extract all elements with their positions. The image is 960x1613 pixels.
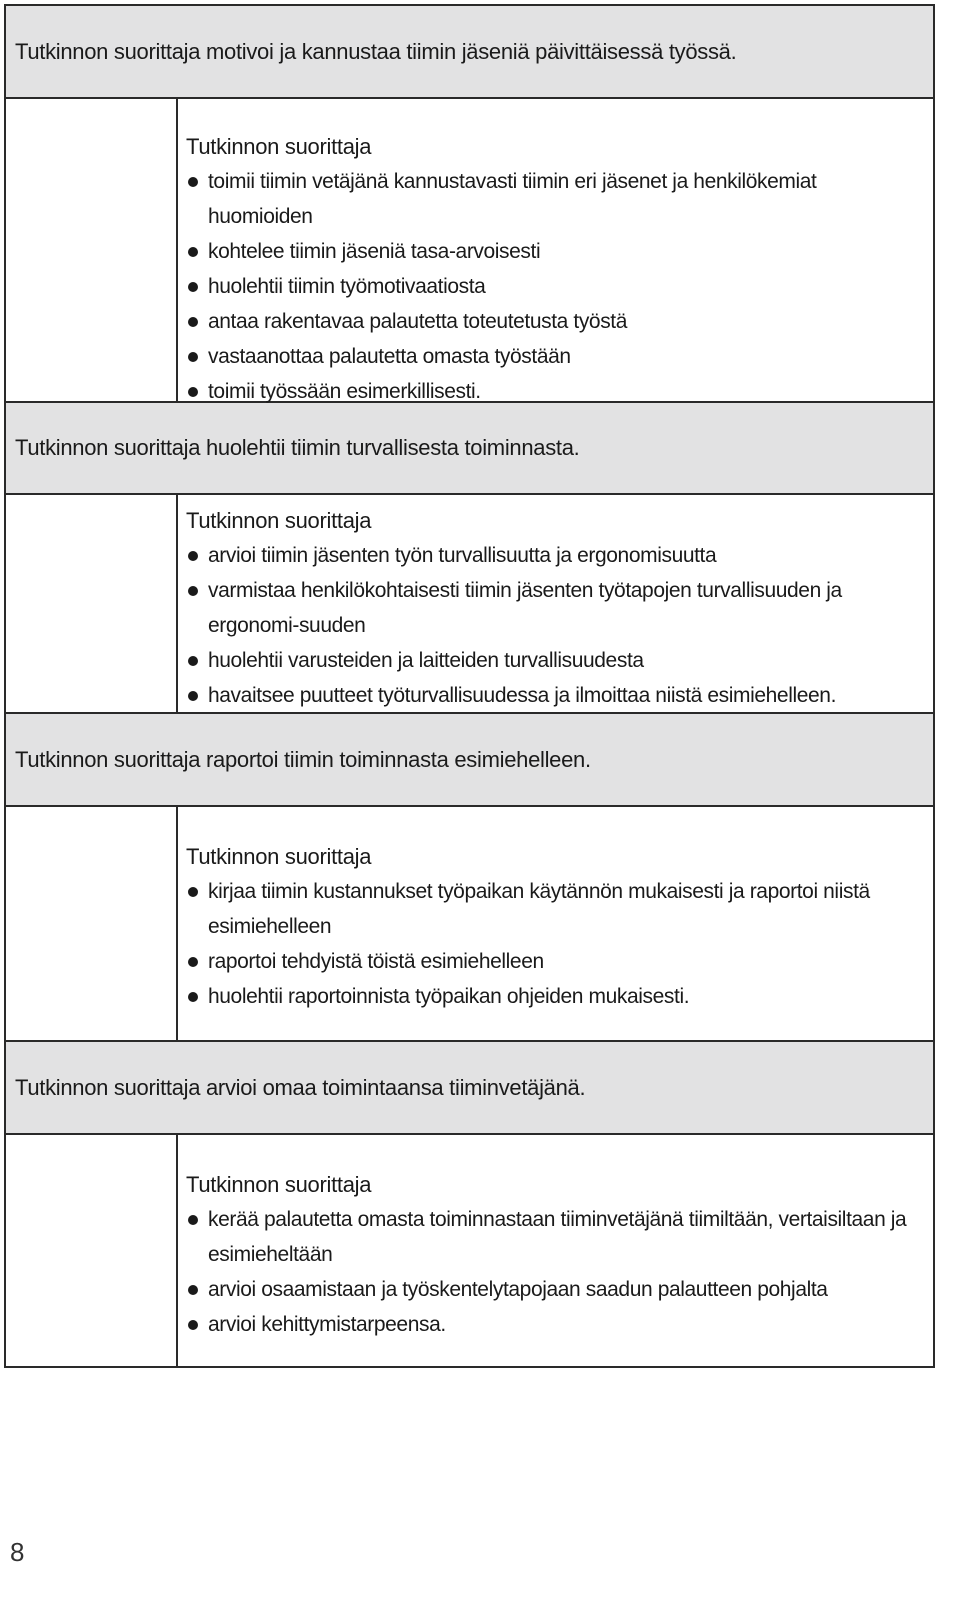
section-body: [6, 99, 935, 403]
bullet-icon: [188, 387, 198, 397]
empty-cell: [6, 807, 178, 1040]
list-item: kerää palautetta omasta toiminnastaan tiiminvetäjänä tiimiltään, vertaisiltaan ja esimieheltään: [186, 1202, 933, 1272]
section-heading: [6, 403, 935, 495]
page-number: 8: [10, 1537, 25, 1567]
criteria-list: [186, 1202, 933, 1342]
empty-cell: [6, 1135, 178, 1366]
bullet-icon: [188, 1320, 198, 1330]
list-item: vastaanottaa palautetta omasta työstään: [186, 339, 933, 374]
list-item: raportoi tehdyistä töistä esimiehelleen: [186, 944, 933, 979]
criteria-cell: [178, 807, 935, 1040]
bullet-icon: [188, 352, 198, 362]
criteria-cell: [178, 495, 935, 712]
criteria-table: [4, 4, 935, 1368]
list-item: arvioi kehittymistarpeensa.: [186, 1307, 933, 1342]
section-heading-text: Tutkinnon suorittaja motivoi ja kannustaa tiimin jäseniä päivittäisessä työssä.: [15, 38, 737, 64]
list-item: varmistaa henkilökohtaisesti tiimin jäsenten työtapojen turvallisuuden ja ergonomi-suuden: [186, 573, 933, 643]
section-heading-text: Tutkinnon suorittaja raportoi tiimin toiminnasta esimiehelleen.: [15, 746, 591, 772]
list-item: huolehtii varusteiden ja laitteiden turvallisuudesta: [186, 643, 933, 678]
empty-cell: [6, 99, 178, 401]
section-heading: [6, 1042, 935, 1135]
criteria-list: [186, 874, 933, 1014]
list-item: kohtelee tiimin jäseniä tasa-arvoisesti: [186, 234, 933, 269]
criteria-list: [186, 538, 933, 713]
bullet-icon: [188, 992, 198, 1002]
section-body: [6, 807, 935, 1042]
criteria-subheading: Tutkinnon suorittaja: [186, 844, 372, 869]
section-heading: [6, 714, 935, 807]
list-item: toimii tiimin vetäjänä kannustavasti tiimin eri jäsenet ja henkilökemiat huomioiden: [186, 164, 933, 234]
section-body: [6, 495, 935, 714]
bullet-icon: [188, 586, 198, 596]
criteria-cell: [178, 1135, 935, 1366]
criteria-subheading: Tutkinnon suorittaja: [186, 1172, 372, 1197]
bullet-icon: [188, 1285, 198, 1295]
list-item: toimii työssään esimerkillisesti.: [186, 374, 933, 409]
bullet-icon: [188, 247, 198, 257]
bullet-icon: [188, 1215, 198, 1225]
bullet-icon: [188, 317, 198, 327]
list-item: huolehtii tiimin työmotivaatiosta: [186, 269, 933, 304]
list-item: huolehtii raportoinnista työpaikan ohjeiden mukaisesti.: [186, 979, 933, 1014]
bullet-icon: [188, 656, 198, 666]
criteria-cell: [178, 99, 935, 401]
list-item: arvioi osaamistaan ja työskentelytapojaan saadun palautteen pohjalta: [186, 1272, 933, 1307]
list-item: havaitsee puutteet työturvallisuudessa ja ilmoittaa niistä esimiehelleen.: [186, 678, 933, 713]
section-heading-text: Tutkinnon suorittaja arvioi omaa toimintaansa tiiminvetäjänä.: [15, 1074, 586, 1100]
bullet-icon: [188, 887, 198, 897]
section-heading-text: Tutkinnon suorittaja huolehtii tiimin turvallisesta toiminnasta.: [15, 435, 580, 460]
list-item: antaa rakentavaa palautetta toteutetusta työstä: [186, 304, 933, 339]
list-item: arvioi tiimin jäsenten työn turvallisuutta ja ergonomisuutta: [186, 538, 933, 573]
list-item: kirjaa tiimin kustannukset työpaikan käytännön mukaisesti ja raportoi niistä esimiehelleen: [186, 874, 933, 944]
bullet-icon: [188, 177, 198, 187]
bullet-icon: [188, 282, 198, 292]
criteria-subheading: Tutkinnon suorittaja: [186, 134, 372, 159]
criteria-subheading: Tutkinnon suorittaja: [186, 508, 372, 533]
empty-cell: [6, 495, 178, 712]
section-heading: [6, 6, 935, 99]
bullet-icon: [188, 551, 198, 561]
section-body: [6, 1135, 935, 1368]
criteria-list: [186, 164, 933, 409]
bullet-icon: [188, 691, 198, 701]
bullet-icon: [188, 957, 198, 967]
